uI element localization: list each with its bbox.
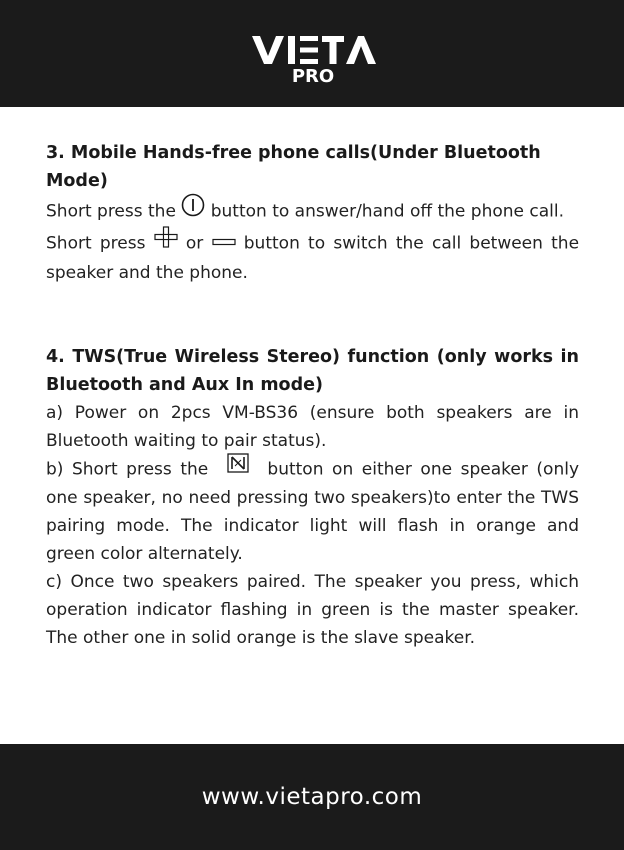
minus-icon xyxy=(212,228,236,256)
section-4-heading: 4. TWS(True Wireless Stereo) function (only works in Bluetooth and Aux In mode) xyxy=(46,347,579,395)
section-4-item-a: a) Power on 2pcs VM-BS36 (ensure both speakers are in Bluetooth waiting to pair status). xyxy=(46,403,579,451)
text: button to answer/hand off the phone call. xyxy=(210,201,565,222)
section-4-item-c: c) Once two speakers paired. The speaker you press, which operation indicator flashing in green is the master speaker. The other one in solid orange is the slave speaker. xyxy=(46,572,579,648)
plus-icon xyxy=(154,226,178,257)
section-3-heading: 3. Mobile Hands-free phone calls(Under Bluetooth Mode) xyxy=(46,143,541,191)
header-bar xyxy=(0,0,624,107)
text: or xyxy=(185,233,204,254)
manual-content xyxy=(46,139,579,652)
text: Short press xyxy=(46,233,146,254)
power-icon xyxy=(181,193,205,226)
website-url[interactable]: www.vietapro.com xyxy=(201,784,423,810)
text: button on either one speaker (only one speaker, no need pressing two speakers)to enter the TWS pairing mode. The indicator light will flash in orange and green color alternately. xyxy=(46,459,580,564)
text: b) Short press the xyxy=(46,459,209,480)
section-3-paragraph-1 xyxy=(46,195,579,228)
text: Short press the xyxy=(46,201,176,222)
vietapro-logo xyxy=(250,30,376,86)
section-4-item-b xyxy=(46,455,579,568)
section-3-paragraph-2 xyxy=(46,228,579,287)
bluetooth-n-icon xyxy=(227,453,249,482)
text: button to switch the call between the speaker and the phone. xyxy=(46,233,580,283)
logo-sub-text: PRO xyxy=(291,66,335,86)
